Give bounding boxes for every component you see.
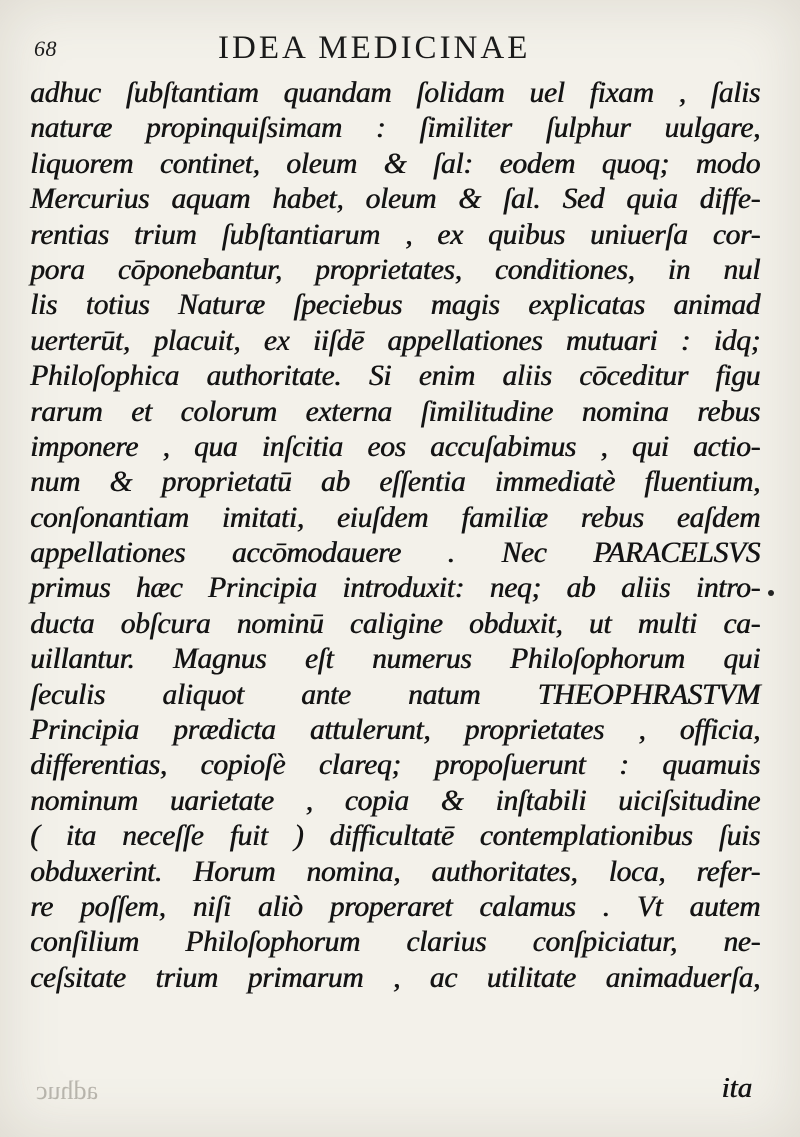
text-line: Philoſophica authoritate. Si enim aliis cōceditur figu (30, 360, 760, 393)
text-line: naturæ propinquiſsimam : ſimiliter ſulphur uulgare, (30, 112, 760, 145)
text-line: lis totius Naturæ ſpeciebus magis explicatas animad (30, 289, 760, 322)
text-line: ceſsitate trium primarum , ac utilitate animaduerſa, (30, 961, 760, 994)
catchword: ita (721, 1072, 752, 1104)
text-line: differentias, copioſè clareq; propoſuerunt : quamuis (30, 749, 760, 782)
text-line: ducta obſcura nominū caligine obduxit, ut multi ca- (30, 607, 760, 640)
body-text (30, 76, 760, 996)
text-line: ſeculis aliquot ante natum THEOPHRASTVM (30, 678, 760, 711)
text-line: liquorem continet, oleum & ſal: eodem quoq; modo (30, 147, 760, 180)
page-number: 68 (34, 36, 57, 61)
text-line: adhuc ſubſtantiam quandam ſolidam uel fixam , ſalis (30, 77, 760, 109)
show-through-text: adhuc (36, 1076, 99, 1105)
text-line: uillantur. Magnus eſt numerus Philoſophorum qui (30, 643, 760, 676)
text-line: appellationes accōmodauere . Nec PARACELSVS (30, 537, 760, 570)
text-line: ( ita neceſſe fuit ) difficultatē contemplationibus ſuis (30, 820, 760, 853)
text-line: rentias trium ſubſtantiarum , ex quibus uniuerſa cor- (30, 218, 760, 251)
page-header (28, 28, 768, 68)
text-line: re poſſem, niſi aliò properaret calamus . Vt autem (30, 890, 760, 923)
text-line: pora cōponebantur, proprietates, conditiones, in nul (30, 253, 760, 286)
text-line: num & proprietatū ab eſſentia immediatè fluentium, (30, 466, 760, 499)
text-line: imponere , qua inſcitia eos accuſabimus , qui actio- (30, 430, 760, 463)
margin-mark (768, 590, 774, 596)
text-line: conſonantiam imitati, eiuſdem familiæ rebus eaſdem (30, 501, 760, 534)
text-line: primus hæc Principia introduxit: neq; ab aliis intro- (30, 572, 760, 605)
text-line: obduxerint. Horum nomina, authoritates, loca, refer- (30, 855, 760, 888)
text-line: rarum et colorum externa ſimilitudine nomina rebus (30, 395, 760, 428)
text-line: uerterūt, placuit, ex iiſdē appellationes mutuari : idq; (30, 324, 760, 357)
text-line: Mercurius aquam habet, oleum & ſal. Sed quia diffe- (30, 183, 760, 216)
text-line: nominum uarietate , copia & inſtabili uiciſsitudine (30, 784, 760, 817)
text-line: Principia prædicta attulerunt, proprietates , officia, (30, 714, 760, 747)
text-line: conſilium Philoſophorum clarius conſpiciatur, ne- (30, 926, 760, 959)
running-head: IDEA MEDICINAE (218, 30, 531, 66)
